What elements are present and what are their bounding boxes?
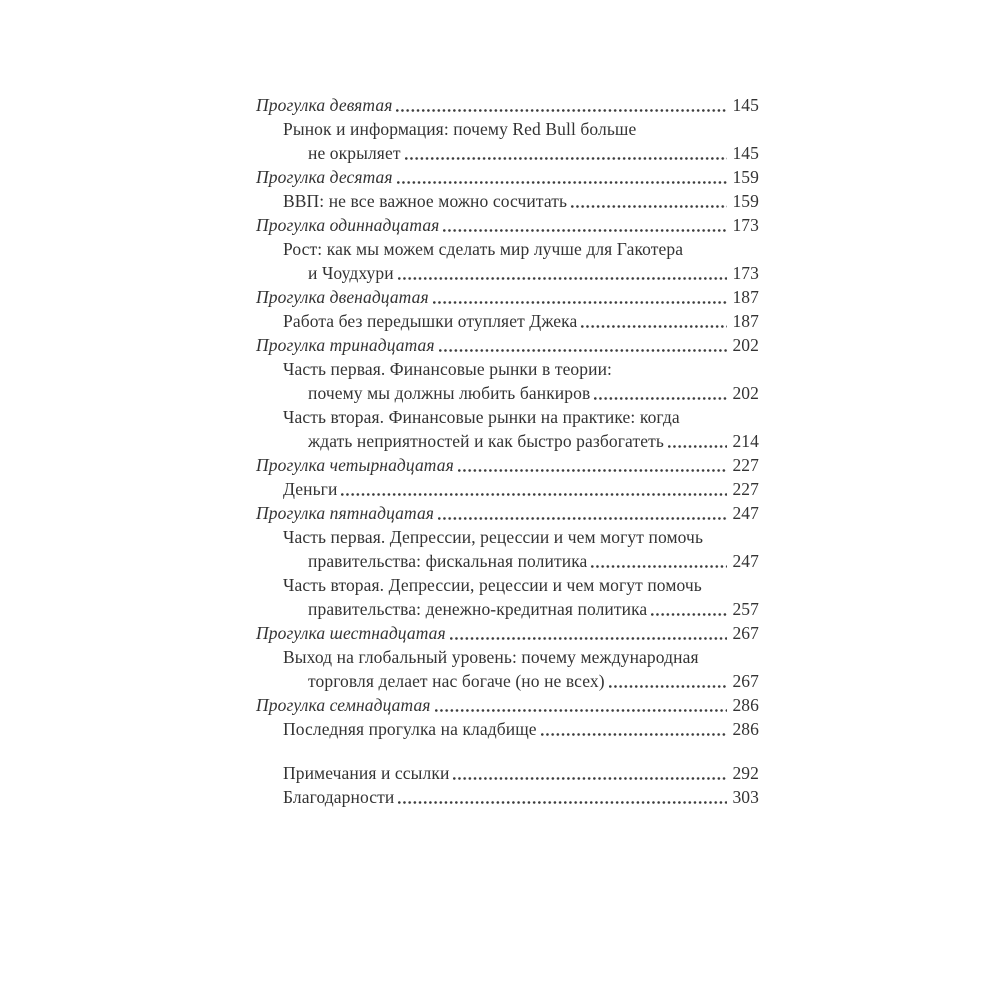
toc-page-number: 187	[732, 287, 759, 307]
toc-page-number: 227	[732, 479, 759, 499]
toc-row	[256, 285, 759, 309]
toc-row	[256, 597, 759, 621]
toc-row	[256, 525, 759, 549]
toc-entry-text: Прогулка четырнадцатая	[256, 455, 454, 475]
dot-leader	[398, 276, 728, 281]
toc-row	[256, 621, 759, 645]
toc-entry-text: Прогулка пятнадцатая	[256, 503, 435, 523]
toc-entry-text: Часть первая. Финансовые рынки в теории:	[283, 359, 613, 379]
toc-entry-text: Прогулка двенадцатая	[256, 287, 429, 307]
toc-entry-text: Прогулка десятая	[256, 167, 393, 187]
dot-leader	[651, 612, 727, 617]
toc-entry-text: ждать неприятностей и как быстро разбогатеть	[308, 431, 664, 451]
toc-row	[256, 717, 759, 741]
toc-page-number: 303	[732, 787, 759, 807]
toc-row	[256, 93, 759, 117]
toc-entry-text: правительства: фискальная политика	[308, 551, 588, 571]
toc-row	[256, 785, 759, 809]
toc-page-number: 173	[732, 215, 759, 235]
toc-entry-text: Последняя прогулка на кладбище	[283, 719, 537, 739]
toc-row	[256, 261, 759, 285]
toc-entry-text: Работа без передышки отупляет Джека	[283, 311, 578, 331]
dot-leader	[341, 492, 727, 497]
dot-leader	[433, 300, 728, 305]
toc-page-number: 267	[732, 623, 759, 643]
toc-row	[256, 477, 759, 501]
toc-row	[256, 669, 759, 693]
toc-entry-text: ВВП: не все важное можно сосчитать	[283, 191, 568, 211]
dot-leader	[443, 228, 727, 233]
toc-page-number: 227	[732, 455, 759, 475]
dot-leader	[458, 468, 728, 473]
dot-leader	[439, 348, 728, 353]
toc-page-number: 292	[732, 763, 759, 783]
dot-leader	[438, 516, 727, 521]
toc-row	[256, 501, 759, 525]
toc-entry-text: Выход на глобальный уровень: почему международная	[283, 647, 699, 667]
toc-entry-text: Прогулка семнадцатая	[256, 695, 431, 715]
toc-row	[256, 573, 759, 597]
toc-page-number: 257	[732, 599, 759, 619]
toc-entry-text: и Чоудхури	[308, 263, 394, 283]
toc-row	[256, 381, 759, 405]
toc-row	[256, 189, 759, 213]
toc-row	[256, 453, 759, 477]
toc-page-number: 159	[732, 167, 759, 187]
toc-page-number: 187	[732, 311, 759, 331]
toc-page-number: 173	[732, 263, 759, 283]
toc-entry-text: Прогулка шестнадцатая	[256, 623, 446, 643]
dot-leader	[571, 204, 727, 209]
dot-leader	[581, 324, 727, 329]
dot-leader	[398, 800, 727, 805]
dot-leader	[591, 564, 727, 569]
toc-row	[256, 333, 759, 357]
toc-row	[256, 165, 759, 189]
toc-row	[256, 693, 759, 717]
toc-page-number: 159	[732, 191, 759, 211]
toc-entry-text: Часть вторая. Депрессии, рецессии и чем могут помочь	[283, 575, 702, 595]
toc-entry-text: Прогулка одиннадцатая	[256, 215, 440, 235]
toc-entry-text: Часть первая. Депрессии, рецессии и чем могут помочь	[283, 527, 704, 547]
toc-page-number: 247	[732, 551, 759, 571]
toc-page-number: 202	[732, 335, 759, 355]
dot-leader	[405, 156, 728, 161]
toc-entry-text: Деньги	[283, 479, 338, 499]
toc-row	[256, 549, 759, 573]
dot-leader	[668, 444, 728, 449]
toc-page-number: 247	[732, 503, 759, 523]
toc-row	[256, 645, 759, 669]
toc-entry-text: торговля делает нас богаче (но не всех)	[308, 671, 605, 691]
toc-entry-text: Рынок и информация: почему Red Bull больше	[283, 119, 637, 139]
dot-leader	[397, 180, 728, 185]
toc-entry-text: Примечания и ссылки	[283, 763, 450, 783]
toc-page-number: 267	[732, 671, 759, 691]
toc-row	[256, 117, 759, 141]
dot-leader	[594, 396, 727, 401]
toc-entry-text: не окрыляет	[308, 143, 401, 163]
dot-leader	[450, 636, 728, 641]
toc-page-number: 214	[732, 431, 759, 451]
dot-leader	[609, 684, 728, 689]
toc-page-number: 202	[732, 383, 759, 403]
toc-row	[256, 357, 759, 381]
toc-page-number: 145	[732, 143, 759, 163]
toc-entry-text: Часть вторая. Финансовые рынки на практике: когда	[283, 407, 680, 427]
dot-leader	[435, 708, 728, 713]
toc-page-number: 286	[732, 719, 759, 739]
toc-entry-text: правительства: денежно-кредитная политика	[308, 599, 648, 619]
toc-entry-text: почему мы должны любить банкиров	[308, 383, 591, 403]
toc-entry-text: Прогулка девятая	[256, 95, 393, 115]
toc-row	[256, 405, 759, 429]
toc-entry-text: Благодарности	[283, 787, 395, 807]
dot-leader	[453, 776, 727, 781]
toc-page-number: 145	[732, 95, 759, 115]
toc-row	[256, 761, 759, 785]
toc-row	[256, 237, 759, 261]
toc-row	[256, 141, 759, 165]
toc-row	[256, 213, 759, 237]
toc-entry-text: Прогулка тринадцатая	[256, 335, 435, 355]
toc-row	[256, 429, 759, 453]
table-of-contents	[256, 93, 759, 809]
dot-leader	[396, 108, 727, 113]
dot-leader	[541, 732, 728, 737]
toc-row	[256, 309, 759, 333]
toc-page-number: 286	[732, 695, 759, 715]
toc-entry-text: Рост: как мы можем сделать мир лучше для Гакотера	[283, 239, 684, 259]
